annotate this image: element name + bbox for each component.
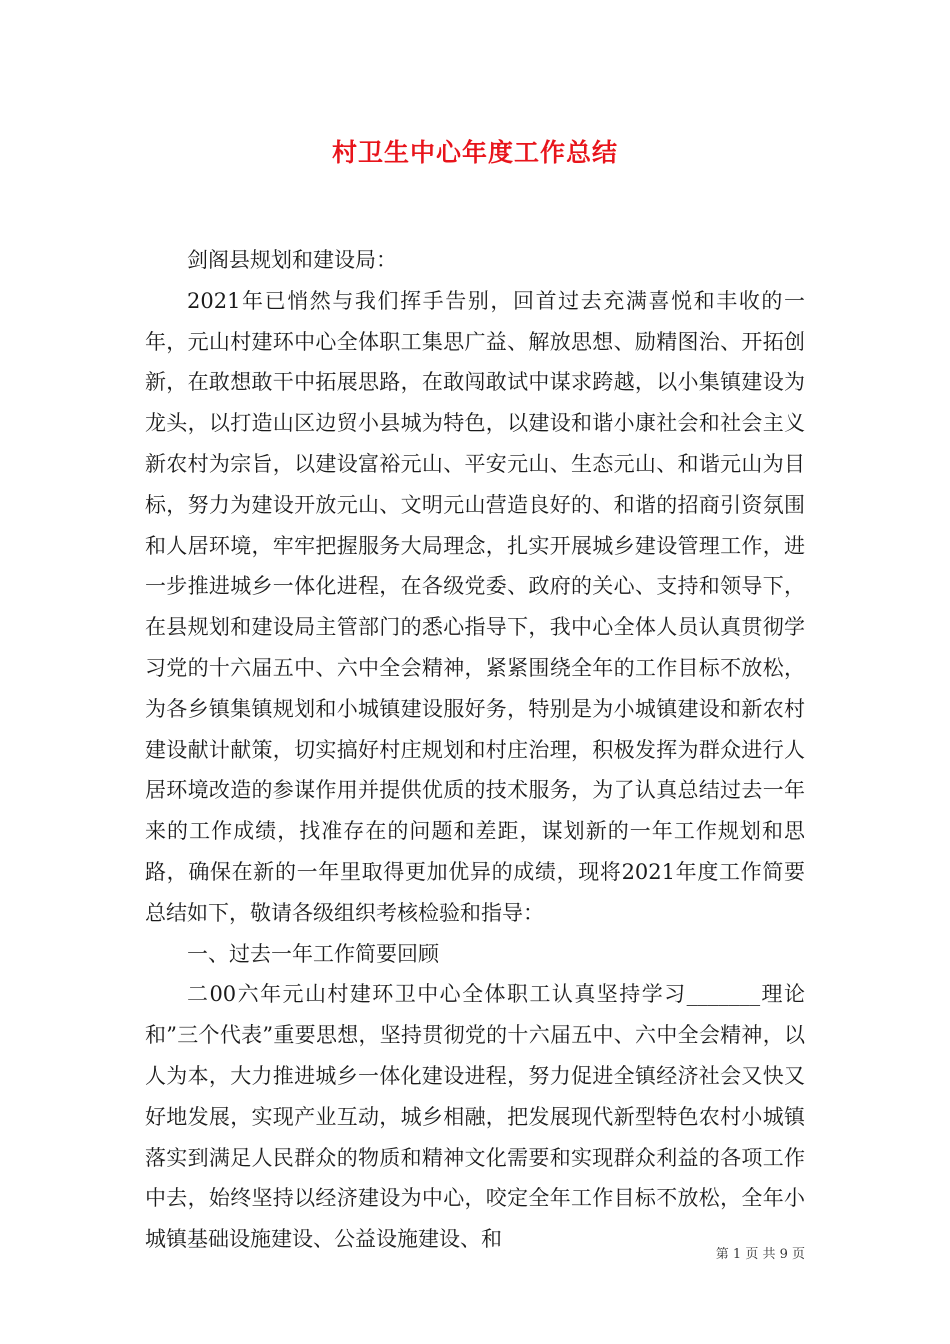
section-heading: 一、过去一年工作简要回顾 — [187, 941, 439, 966]
salutation: 剑阁县规划和建设局： — [187, 248, 397, 272]
paragraph-intro: 2021年已悄然与我们挥手告别，回首过去充满喜悦和丰收的一年，元山村建环中心全体职工集思广益、解放思想、励精图治、开拓创新，在敢想敢干中拓展思路，在敢闯敢试中谋求跨越，以小集镇建设为龙头，以打造山区边贸小县城为特色，以建设和谐小康社会和社会主义新农村为宗旨，以建设富裕元山、平安元山、生态元山、和谐元山为目标，努力为建设开放元山、文明元山营造良好的、和谐的招商引资氛围和人居环境，牢牢把握服务大局理念，扎实开展城乡建设管理工作，进一步推进城乡一体化进程，在各级党委、政府的关心、支持和领导下，在县规划和建设局主管部门的悉心指导下，我中心全体人员认真贯彻学习党的十六届五中、六中全会精神，紧紧围绕全年的工作目标不放松，为各乡镇集镇规划和小城镇建设服好务，特别是为小城镇建设和新农村建设献计献策，切实搞好村庄规划和村庄治理，积极发挥为群众进行人居环境改造的参谋作用并提供优质的技术服务，为了认真总结过去一年来的工作成绩，找准存在的问题和差距，谋划新的一年工作规划和思路，确保在新的一年里取得更加优异的成绩，现将2021年度工作简要总结如下，敬请各级组织考核检验和指导： — [145, 288, 805, 925]
paragraph-review: 二00六年元山村建环卫中心全体职工认真坚持学习_______理论和”三个代表”重要思想，坚持贯彻党的十六届五中、六中全会精神，以人为本，大力推进城乡一体化建设进程，努力促进全镇经济社会又快又好地发展，实现产业互动，城乡相融，把发展现代新型特色农村小城镇落实到满足人民群众的物质和精神文化需要和实现群众利益的各项工作中去，始终坚持以经济建设为中心，咬定全年工作目标不放松，全年小城镇基础设施建设、公益设施建设、和 — [145, 982, 805, 1252]
page-number: 第 1 页 共 9 页 — [715, 1247, 805, 1262]
document-body — [145, 240, 805, 1260]
document-title: 村卫生中心年度工作总结 — [331, 138, 618, 167]
